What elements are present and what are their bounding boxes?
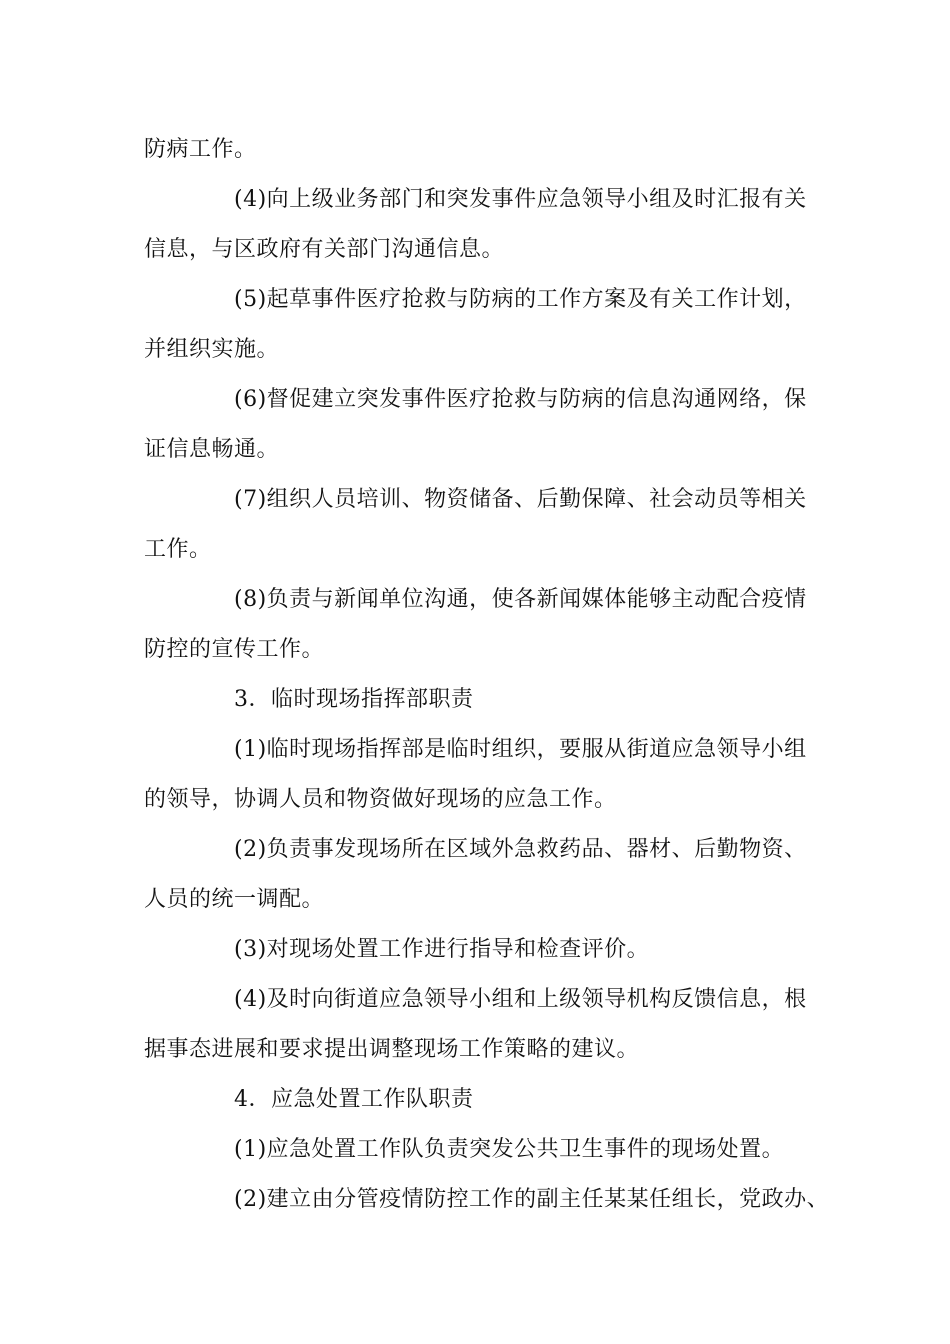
- text-line: 据事态进展和要求提出调整现场工作策略的建议。: [144, 1037, 640, 1062]
- text-line: 工作。: [144, 537, 212, 562]
- text-line: (6)督促建立突发事件医疗抢救与防病的信息沟通网络，保: [234, 387, 807, 412]
- text-line: 的领导，协调人员和物资做好现场的应急工作。: [144, 787, 617, 812]
- text-line: 人员的统一调配。: [144, 887, 325, 912]
- text-line: (4)向上级业务部门和突发事件应急领导小组及时汇报有关: [234, 187, 807, 212]
- text-line: (5)起草事件医疗抢救与防病的工作方案及有关工作计划，: [234, 287, 807, 312]
- section-heading: 4．应急处置工作队职责: [234, 1087, 474, 1112]
- section-heading: 3．临时现场指挥部职责: [234, 687, 474, 712]
- text-line: (1)临时现场指挥部是临时组织，要服从街道应急领导小组: [234, 737, 807, 762]
- text-line: 证信息畅通。: [144, 437, 280, 462]
- text-line: 防病工作。: [144, 137, 257, 162]
- text-line: 并组织实施。: [144, 337, 280, 362]
- text-line: (2)建立由分管疫情防控工作的副主任某某任组长，党政办、: [234, 1187, 830, 1212]
- text-line: (3)对现场处置工作进行指导和检查评价。: [234, 937, 650, 962]
- text-line: (4)及时向街道应急领导小组和上级领导机构反馈信息，根: [234, 987, 807, 1012]
- text-line: (8)负责与新闻单位沟通，使各新闻媒体能够主动配合疫情: [234, 587, 807, 612]
- text-line: (1)应急处置工作队负责突发公共卫生事件的现场处置。: [234, 1137, 785, 1162]
- text-line: (2)负责事发现场所在区域外急救药品、器材、后勤物资、: [234, 837, 807, 862]
- text-line: 信息，与区政府有关部门沟通信息。: [144, 237, 505, 262]
- text-line: (7)组织人员培训、物资储备、后勤保障、社会动员等相关: [234, 487, 807, 512]
- text-line: 防控的宣传工作。: [144, 637, 325, 662]
- document-body: [144, 125, 830, 1225]
